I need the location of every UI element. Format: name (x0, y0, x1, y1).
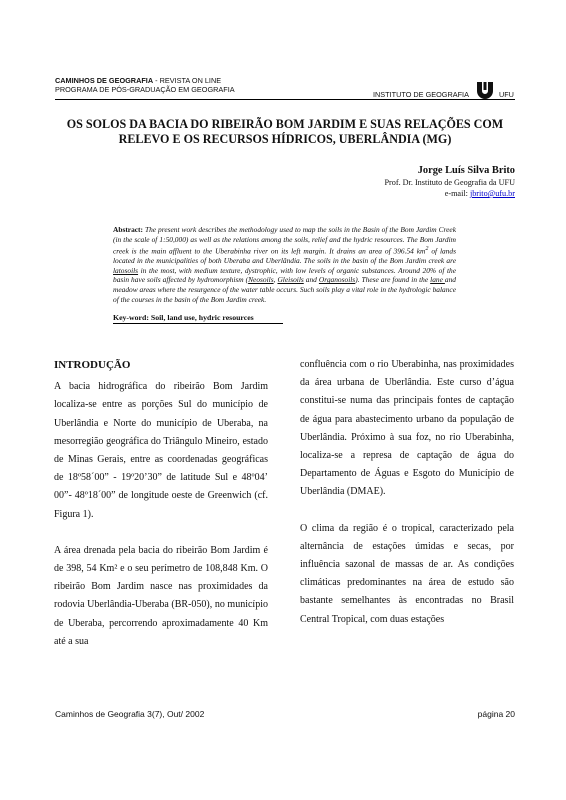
abstract-term-organosols: Organosoils (318, 275, 356, 285)
title-line-2: RELEVO E OS RECURSOS HÍDRICOS, UBERLÂNDIA (MG) (118, 132, 452, 146)
body-paragraph: A bacia hidrográfica do ribeirão Bom Jardim localiza-se entre as porções Sul do município de Uberlândia e Norte do município de Uberaba, na mesorregião geográfica do Triângulo Mineiro, estado de Minas Gerais, entre as coordenadas geográficas de 18º58´00” - 19º20’30” de latitude Sul e 48º04’ 00”- 48º18´00” de longitude oeste de Greenwich (cf. Figura 1). (54, 381, 268, 520)
paper-title (55, 117, 515, 147)
footer-page-number: página 20 (477, 709, 515, 719)
abstract-term-lane: lane (430, 275, 445, 285)
ufu-logo-icon (475, 81, 495, 99)
author-name: Jorge Luís Silva Brito (417, 165, 515, 176)
author-block (384, 164, 515, 199)
institute-header (373, 81, 514, 99)
body-column-right (300, 356, 514, 629)
journal-line (55, 76, 235, 85)
journal-header (55, 76, 235, 94)
section-heading: INTRODUÇÃO (54, 359, 131, 371)
body-paragraph: O clima da região é o tropical, caracterizado pela alternância de estações úmidas e secas, por influência sazonal de massas de ar. As condições climáticas predominantes na área de estudo são bastante semelhantes às encontradas no Brasil Central Tropical, com duas estações (300, 522, 514, 625)
author-affiliation: Prof. Dr. Instituto de Geografia da UFU (384, 178, 515, 187)
title-line-1: OS SOLOS DA BACIA DO RIBEIRÃO BOM JARDIM E SUAS RELAÇÕES COM (66, 117, 504, 131)
institute-label: INSTITUTO DE GEOGRAFIA (373, 90, 469, 99)
program-line: PROGRAMA DE PÓS-GRADUAÇÃO EM GEOGRAFIA (55, 85, 235, 94)
abstract-text-6: ). These are found in the (355, 275, 431, 285)
body-column-left (54, 356, 268, 651)
abstract-term-neosols: Neosoils (248, 275, 274, 285)
journal-suffix: - REVISTA ON LINE (153, 76, 222, 85)
journal-name: CAMINHOS DE GEOGRAFIA (55, 76, 154, 85)
abstract-text-7: and meadow areas where the resurgence of the water table occurs. Such soils play a vital role in the hydrologic balance of the courses in the basin of the Bom Jardim creek. (113, 275, 456, 305)
abstract-text-4: , (273, 275, 278, 285)
body-paragraph: confluência com o rio Uberabinha, nas proximidades da área urbana de Uberlândia. Este curso d’água constitui-se numa das principais fontes de captação de água para abastecimento urbano da população de Uberlândia. Próximo à sua foz, no rio Uberabinha, localiza-se a represa de captação de água do Departamento de Águas e Esgoto do Município de Uberlândia (DMAE). (300, 359, 514, 498)
body-paragraph: A área drenada pela bacia do ribeirão Bom Jardim é de 398, 54 Km² e o seu perímetro de 108,848 Km. O ribeirão Bom Jardim nasce nas proximidades da rodovia Uberlândia-Uberaba (BR-050), no município de Uberaba, percorrendo aproximadamente 40 Km até a sua (54, 544, 268, 647)
abstract (113, 225, 456, 305)
university-label: UFU (498, 90, 514, 99)
email-label: e-mail: (444, 189, 470, 198)
paragraph-gap (300, 502, 514, 520)
author-email-line (384, 188, 515, 199)
abstract-text-2: of lands located in the municipalities of both Uberaba and Uberlândia. The soils in the basin of the Bom Jardim creek are (113, 246, 456, 265)
abstract-text-5: and (303, 275, 319, 285)
abstract-term-latosols: latosoils (113, 265, 139, 275)
abstract-label: Abstract: (113, 225, 143, 234)
abstract-text-1: The present work describes the methodology used to map the soils in the Basin of the Bom Jardim Creek (in the scale of 1:50,000) as well as the relations among the soils, relief and the hydric resources. The Bom Jardim creek is the main affluent to the Uberabinha river on its left margin. It drains an area of 396.54 km (113, 225, 456, 256)
header-divider (55, 99, 515, 100)
footer-citation: Caminhos de Geografia 3(7), Out/ 2002 (55, 709, 205, 719)
keywords: Key-word: Soil, land use, hydric resources (113, 313, 283, 324)
abstract-text-3: in the most, with medium texture, dystrophic, with low levels of organic substances. Around 20% of the basin have soils affected by hydromorphism ( (113, 265, 456, 285)
abstract-sup: 2 (425, 245, 429, 252)
abstract-term-gleisols: Gleisoils (277, 275, 304, 285)
email-link[interactable]: jbrito@ufu.br (469, 189, 515, 198)
paragraph-gap (54, 524, 268, 542)
